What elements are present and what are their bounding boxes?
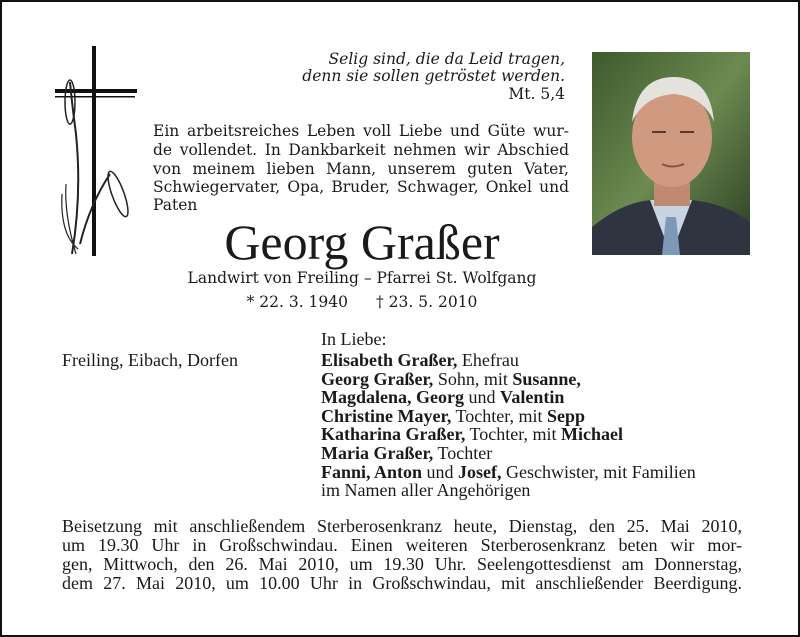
funeral-line: gen, Mittwoch, den 26. Mai 2010, um 19.30 Uhr. Seelengottesdienst am Donnerstag, [62, 554, 742, 574]
cross-with-wheat-icon [52, 44, 142, 258]
quote-line: denn sie sollen getröstet werden. [302, 67, 565, 85]
mourner-line: Maria Graßer, Tochter [321, 443, 493, 463]
mourner-line: Christine Mayer, Tochter, mit Sepp [321, 406, 586, 426]
intro-line: Ein arbeitsreiches Leben voll Liebe und Güte wur- [153, 122, 569, 140]
deceased-name: Georg Graßer [224, 214, 500, 270]
mourners-heading: In Liebe: [321, 329, 387, 349]
places: Freiling, Eibach, Dorfen [62, 350, 238, 370]
mourner-line: Magdalena, Georg und Valentin [321, 387, 565, 407]
intro-line: de vollendet. In Dankbarkeit nehmen wir Abschied [153, 141, 569, 159]
quote-line: Selig sind, die da Leid tragen, [328, 50, 565, 68]
intro-line: Paten [153, 196, 198, 214]
mourner-line: Katharina Graßer, Tochter, mit Michael [321, 424, 623, 444]
mourner-line: Elisabeth Graßer, Ehefrau [321, 350, 519, 370]
portrait-photo [592, 52, 750, 255]
deceased-subtitle: Landwirt von Freiling – Pfarrei St. Wolfgang [187, 269, 537, 287]
mourner-line: Fanni, Anton und Josef, Geschwister, mit Familien [321, 462, 696, 482]
death-date: † 23. 5. 2010 [376, 293, 478, 311]
funeral-line: dem 27. Mai 2010, um 10.00 Uhr in Großschwindau, mit anschließender Beerdigung. [62, 573, 742, 593]
intro-line: Schwiegervater, Opa, Bruder, Schwager, Onkel und [153, 178, 569, 196]
life-dates [152, 293, 572, 311]
birth-date: * 22. 3. 1940 [246, 293, 348, 311]
quote-source: Mt. 5,4 [508, 85, 565, 103]
funeral-line: Beisetzung mit anschließendem Sterberosenkranz heute, Dienstag, den 25. Mai 2010, [62, 516, 742, 536]
mourner-line: im Namen aller Angehörigen [321, 480, 531, 500]
funeral-line: um 19.30 Uhr in Großschwindau. Einen weiteren Sterberosenkranz beten wir mor- [62, 535, 742, 555]
intro-line: von meinem lieben Mann, unserem guten Vater, [153, 160, 569, 178]
mourner-line: Georg Graßer, Sohn, mit Susanne, [321, 369, 581, 389]
